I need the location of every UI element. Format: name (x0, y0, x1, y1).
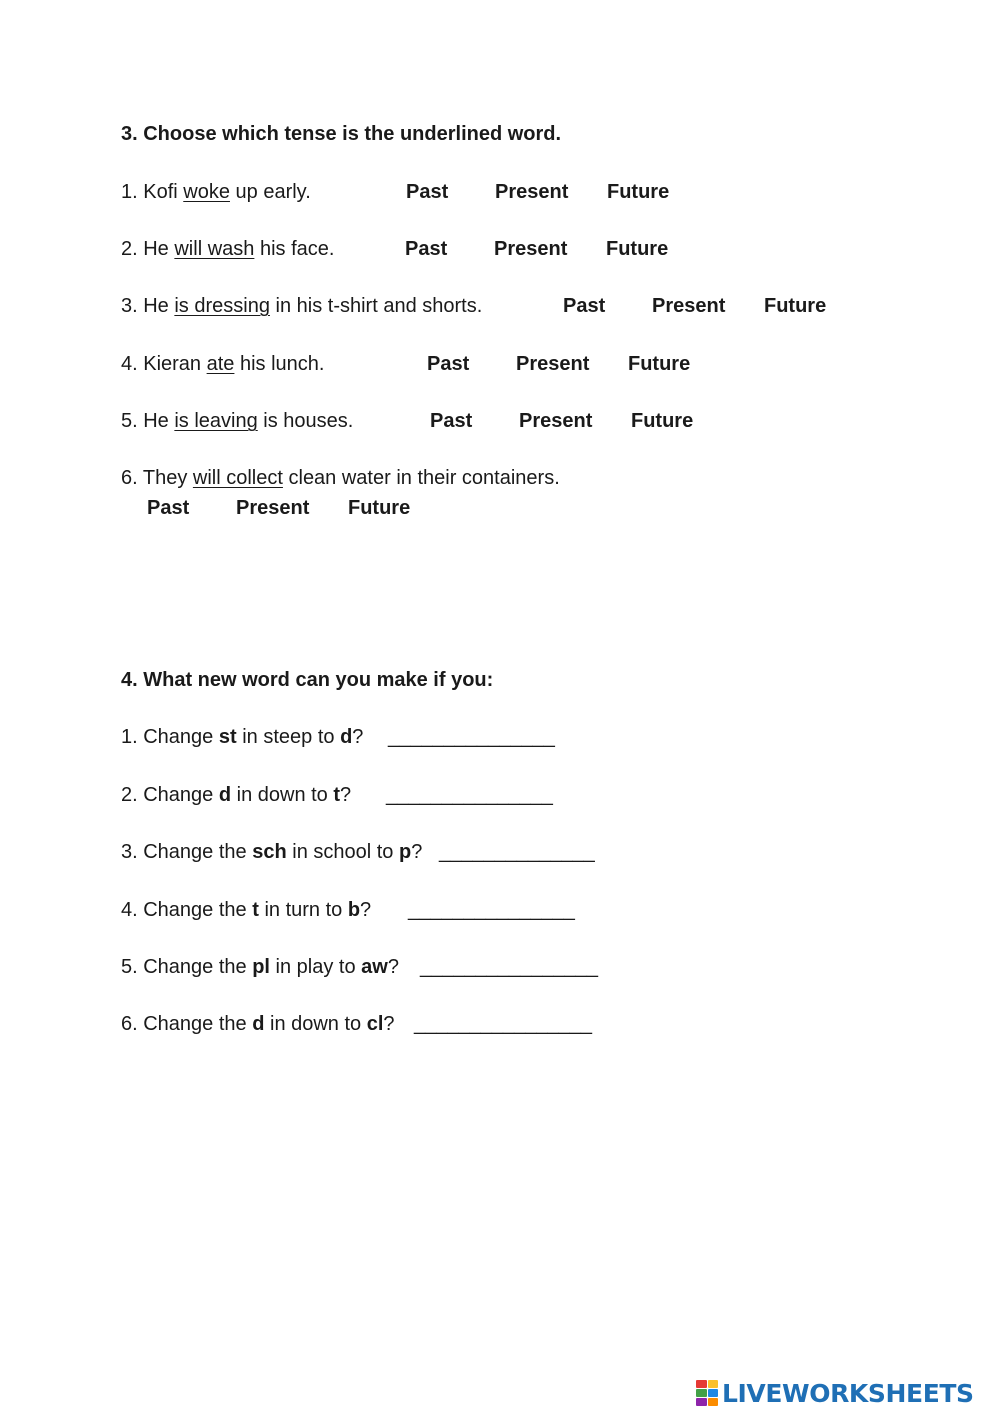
word-question-4: 4. Change the t in turn to b? (121, 899, 372, 921)
answer-blank-1[interactable]: _______________ (388, 726, 555, 748)
word-question-3: 3. Change the sch in school to p? (121, 841, 423, 863)
word-question-2: 2. Change d in down to t? (121, 784, 352, 806)
answer-blank-2[interactable]: _______________ (386, 784, 553, 806)
section4-heading: 4. What new word can you make if you: (121, 669, 494, 691)
option-future[interactable]: Future (606, 238, 669, 260)
answer-blank-6[interactable]: ________________ (414, 1013, 592, 1035)
option-future[interactable]: Future (631, 410, 694, 432)
option-future[interactable]: Future (764, 295, 827, 317)
answer-blank-4[interactable]: _______________ (408, 899, 575, 921)
option-past[interactable]: Past (427, 353, 470, 375)
word-question-6: 6. Change the d in down to cl? (121, 1013, 395, 1035)
option-past[interactable]: Past (430, 410, 473, 432)
underlined-word: will wash (174, 238, 255, 260)
option-future[interactable]: Future (348, 497, 411, 519)
word-question-5: 5. Change the pl in play to aw? (121, 956, 399, 978)
option-present[interactable]: Present (519, 410, 593, 432)
liveworksheets-logo (696, 1378, 974, 1408)
option-present[interactable]: Present (494, 238, 568, 260)
option-past[interactable]: Past (405, 238, 448, 260)
option-past[interactable]: Past (406, 181, 449, 203)
option-past[interactable]: Past (147, 497, 190, 519)
option-present[interactable]: Present (652, 295, 726, 317)
tense-question-6: 6. They will collect clean water in their containers. (121, 467, 560, 489)
underlined-word: woke (183, 181, 230, 203)
answer-blank-5[interactable]: ________________ (420, 956, 598, 978)
section3-heading: 3. Choose which tense is the underlined word. (121, 123, 562, 145)
tense-question-3: 3. He is dressing in his t-shirt and shorts. (121, 295, 483, 317)
underlined-word: will collect (192, 467, 283, 489)
underlined-word: ate (206, 353, 235, 375)
option-present[interactable]: Present (236, 497, 310, 519)
tense-question-1: 1. Kofi woke up early. (121, 181, 311, 203)
tense-question-4: 4. Kieran ate his lunch. (121, 353, 325, 375)
option-present[interactable]: Present (516, 353, 590, 375)
tense-question-5: 5. He is leaving is houses. (121, 410, 354, 432)
answer-blank-3[interactable]: ______________ (439, 841, 595, 863)
option-future[interactable]: Future (607, 181, 670, 203)
underlined-word: is leaving (174, 410, 258, 432)
option-present[interactable]: Present (495, 181, 569, 203)
option-future[interactable]: Future (628, 353, 691, 375)
word-question-1: 1. Change st in steep to d? (121, 726, 364, 748)
liveworksheets-logo-icon (696, 1380, 718, 1406)
underlined-word: is dressing (174, 295, 270, 317)
option-past[interactable]: Past (563, 295, 606, 317)
logo-text: LIVEWORKSHEETS (722, 1378, 974, 1408)
tense-question-2: 2. He will wash his face. (121, 238, 335, 260)
